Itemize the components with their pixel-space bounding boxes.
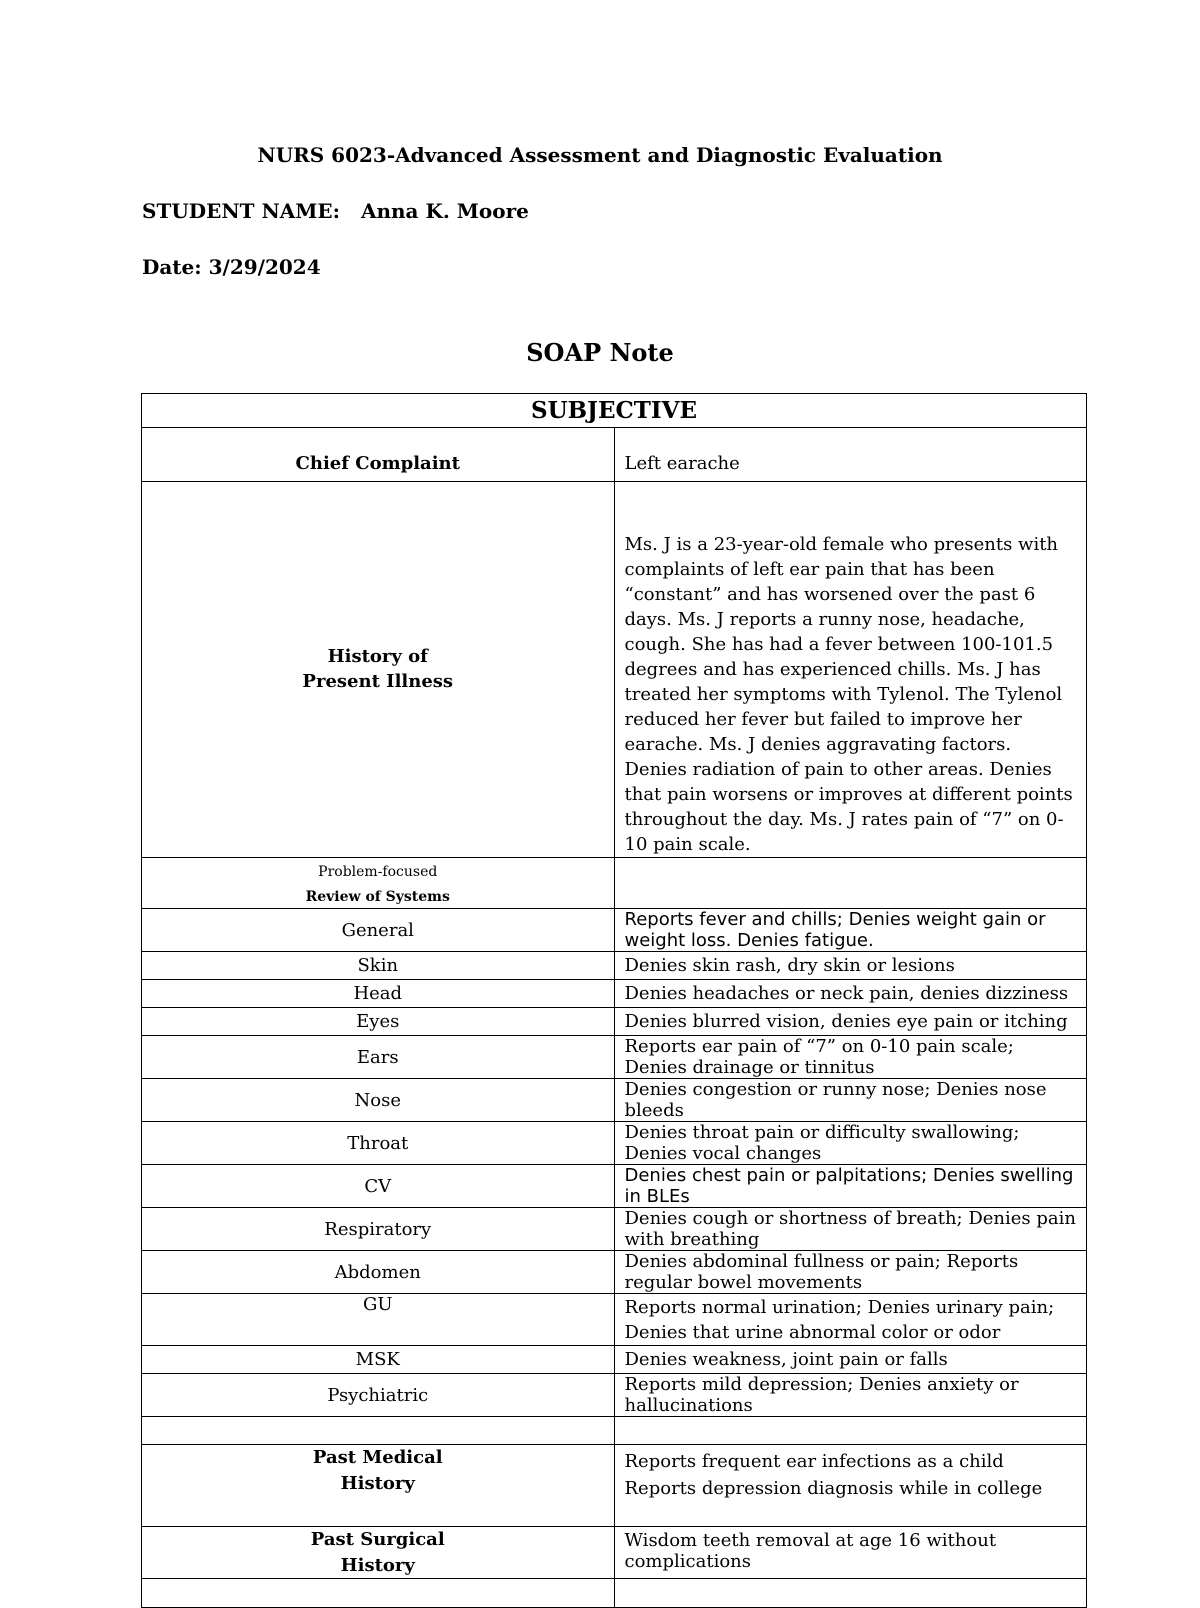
ros-system: Ears — [142, 1036, 615, 1079]
ros-finding: Reports fever and chills; Denies weight gain or weight loss. Denies fatigue. — [614, 909, 1087, 952]
ros-header-value — [614, 858, 1087, 909]
ros-finding: Reports mild depression; Denies anxiety or hallucinations — [614, 1374, 1087, 1417]
student-name: Anna K. Moore — [360, 199, 529, 223]
pmh-label-line1: Past Medical — [312, 1447, 443, 1469]
hpi-row — [142, 482, 1087, 858]
hpi-label-line2: Present Illness — [302, 670, 454, 692]
chief-complaint-value: Left earache — [614, 428, 1087, 482]
hpi-value: Ms. J is a 23-year-old female who presents with complaints of left ear pain that has been “constant” and has worsened over the past 6 days. Ms. J reports a runny nose, headache, cough. She has had a fever between 100-101.5 degrees and has experienced chills. Ms. J has treated her symptoms with Tylenol. The Tylenol reduced her fever but failed to improve her earache. Ms. J denies aggravating factors. Denies radiation of pain to other areas. Denies that pain worsens or improves at different points throughout the day. Ms. J rates pain of “7” on 0-10 pain scale. — [614, 482, 1087, 858]
ros-finding: Denies headaches or neck pain, denies dizziness — [614, 980, 1087, 1008]
ros-system: Throat — [142, 1122, 615, 1165]
document-title: SOAP Note — [526, 338, 674, 367]
ros-row — [142, 1079, 1087, 1122]
psh-label-line2: History — [340, 1554, 415, 1576]
ros-system: General — [142, 909, 615, 952]
pmh-value — [614, 1445, 1087, 1527]
course-title: NURS 6023-Advanced Assessment and Diagnostic Evaluation — [257, 143, 943, 167]
ros-label-line1: Problem-focused — [318, 864, 438, 880]
ros-row — [142, 1008, 1087, 1036]
student-name-line — [142, 199, 529, 223]
ros-finding: Denies cough or shortness of breath; Denies pain with breathing — [614, 1208, 1087, 1251]
ros-label — [142, 858, 615, 909]
subjective-heading: SUBJECTIVE — [142, 394, 1087, 428]
ros-row — [142, 1165, 1087, 1208]
ros-finding: Reports ear pain of “7” on 0-10 pain scale; Denies drainage or tinnitus — [614, 1036, 1087, 1079]
ros-finding: Denies abdominal fullness or pain; Reports regular bowel movements — [614, 1251, 1087, 1294]
ros-system: Nose — [142, 1079, 615, 1122]
ros-system: GU — [142, 1294, 615, 1346]
hpi-label — [142, 482, 615, 858]
ros-finding: Denies weakness, joint pain or falls — [614, 1346, 1087, 1374]
student-name-label: STUDENT NAME: — [142, 199, 341, 223]
ros-row — [142, 1346, 1087, 1374]
ros-system: MSK — [142, 1346, 615, 1374]
chief-complaint-label: Chief Complaint — [142, 428, 615, 482]
ros-system: Psychiatric — [142, 1374, 615, 1417]
ros-row — [142, 1208, 1087, 1251]
soap-table — [141, 393, 1087, 1608]
ros-system: Abdomen — [142, 1251, 615, 1294]
blank-row — [142, 1578, 1087, 1607]
ros-system: Respiratory — [142, 1208, 615, 1251]
ros-finding: Denies throat pain or difficulty swallowing; Denies vocal changes — [614, 1122, 1087, 1165]
ros-header-row — [142, 858, 1087, 909]
ros-label-line2: Review of Systems — [305, 889, 450, 906]
ros-row — [142, 1374, 1087, 1417]
ros-row — [142, 1294, 1087, 1346]
ros-system: Head — [142, 980, 615, 1008]
date-line: Date: 3/29/2024 — [142, 255, 321, 279]
psh-label-line1: Past Surgical — [310, 1529, 445, 1551]
ros-finding: Denies blurred vision, denies eye pain or itching — [614, 1008, 1087, 1036]
pmh-label — [142, 1445, 615, 1527]
ros-row — [142, 909, 1087, 952]
ros-finding: Denies chest pain or palpitations; Denies swelling in BLEs — [614, 1165, 1087, 1208]
ros-row — [142, 1122, 1087, 1165]
pmh-line1: Reports frequent ear infections as a child — [624, 1451, 1004, 1473]
ros-system: Skin — [142, 952, 615, 980]
ros-finding: Denies congestion or runny nose; Denies nose bleeds — [614, 1079, 1087, 1122]
pmh-label-line2: History — [340, 1472, 415, 1494]
blank-row — [142, 1417, 1087, 1445]
hpi-label-line1: History of — [327, 646, 428, 668]
ros-row — [142, 1036, 1087, 1079]
ros-finding: Denies skin rash, dry skin or lesions — [614, 952, 1087, 980]
ros-row — [142, 952, 1087, 980]
ros-row — [142, 1251, 1087, 1294]
psh-value: Wisdom teeth removal at age 16 without complications — [614, 1527, 1087, 1578]
ros-finding: Reports normal urination; Denies urinary pain; Denies that urine abnormal color or odor — [614, 1294, 1087, 1346]
pmh-row — [142, 1445, 1087, 1527]
ros-system: CV — [142, 1165, 615, 1208]
chief-complaint-row — [142, 428, 1087, 482]
ros-system: Eyes — [142, 1008, 615, 1036]
pmh-line2: Reports depression diagnosis while in college — [624, 1478, 1043, 1500]
ros-row — [142, 980, 1087, 1008]
